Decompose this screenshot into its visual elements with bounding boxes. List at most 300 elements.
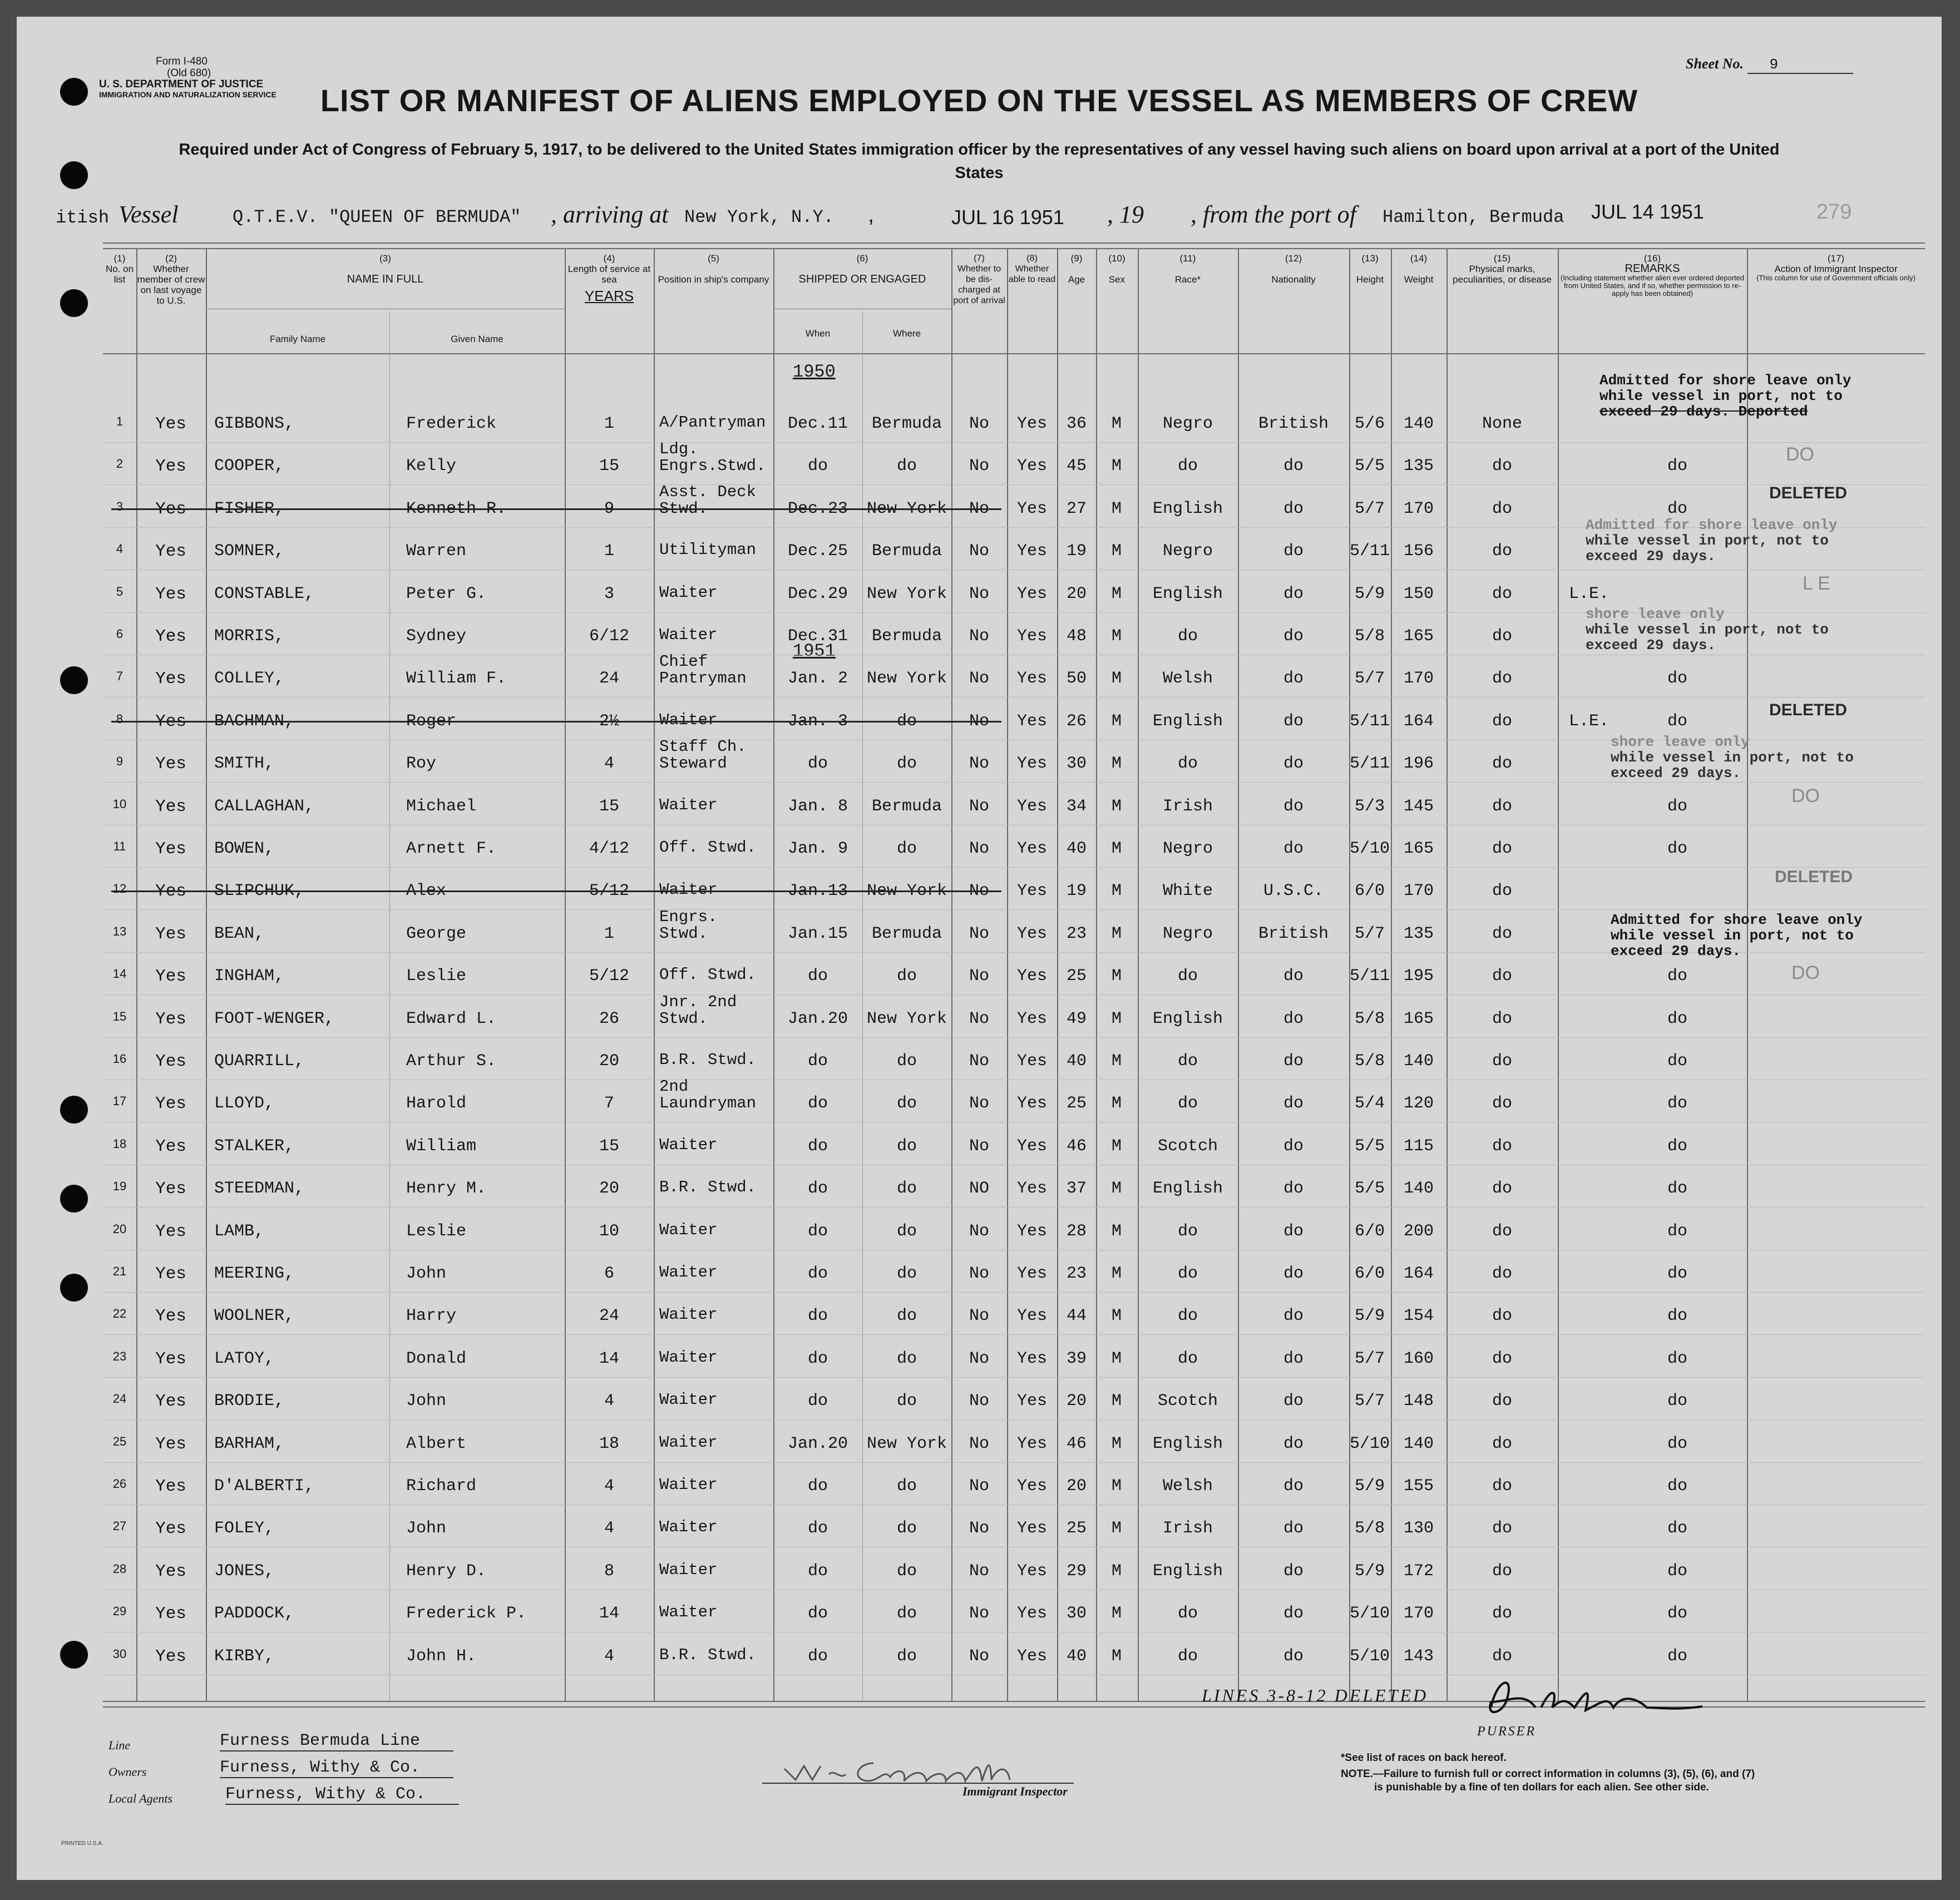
cell-age: 44 [1066,1307,1087,1326]
cell-crew: Yes [155,1264,186,1284]
cell-height: 5/8 [1354,1009,1385,1028]
deleted-stamp: DELETED [1775,868,1853,886]
cell-nat: do [1283,967,1304,986]
position-line: B.R. Stwd. [659,1051,757,1069]
faint-le-mark: L E [1803,573,1830,594]
cell-read: Yes [1016,1392,1048,1411]
strike-through-line [111,508,1001,510]
col-header-11: (11) Race* [1174,253,1201,285]
binder-hole [60,161,88,189]
table-row [17,1210,1942,1253]
cell-height: 5/10 [1349,1646,1390,1666]
cell-position [659,909,717,942]
cell-given: Arthur S. [406,1052,497,1071]
cell-marks: None [1482,414,1523,433]
purser-signature [1474,1669,1719,1730]
cell-position [659,1307,717,1323]
cell-race: Scotch [1157,1136,1218,1156]
cell-given: Roger [406,711,457,731]
cell-disch: No [969,1349,990,1368]
cell-no: 5 [116,584,124,598]
cell-when: do [807,1052,828,1071]
cell-crew: Yes [155,796,186,817]
cell-crew: Yes [155,711,186,731]
cell-read: Yes [1016,457,1048,476]
cell-marks: do [1492,542,1513,561]
cell-given: John [406,1519,447,1538]
cell-race: do [1177,967,1198,986]
cell-given: George [406,924,467,943]
col-header-when: When [805,328,831,339]
cell-marks: do [1492,1009,1513,1028]
table-row [17,785,1942,828]
cell-when: do [807,1136,828,1156]
cell-height: 5/4 [1354,1094,1385,1114]
cell-position [659,882,717,898]
cell-when: do [807,1349,828,1368]
cell-crew: Yes [155,754,186,774]
cell-service: 20 [599,1179,620,1199]
cell-crew: Yes [155,1604,186,1624]
cell-given: Henry D. [406,1561,487,1581]
col-header-5: (5) Position in ship's company [658,253,769,285]
cell-marks: do [1492,627,1513,646]
cell-height: 5/7 [1354,1392,1385,1411]
cell-nat: do [1283,669,1304,689]
position-line: Jnr. 2nd [659,992,737,1011]
cell-age: 29 [1066,1561,1087,1581]
vessel-line: itish Vessel [56,201,179,228]
service: IMMIGRATION AND NATURALIZATION SERVICE [99,90,277,99]
table-row [17,1077,1942,1125]
table-row [17,1422,1942,1466]
cell-where: do [896,1221,917,1241]
cell-given: Richard [406,1477,477,1496]
cell-where: do [896,1604,917,1624]
cell-when: Jan.15 [787,924,848,943]
cell-disch: No [969,1307,990,1326]
cell-nat: do [1283,1094,1304,1114]
departure-date-stamp: JUL 14 1951 [1591,200,1704,223]
cell-disch: No [969,796,990,816]
cell-service: 24 [599,1307,620,1326]
cell-weight: 164 [1403,1264,1434,1283]
cell-given: John H. [406,1646,477,1666]
cell-nat: do [1283,711,1304,731]
cell-position [659,1647,756,1664]
cell-age: 36 [1066,414,1087,433]
cell-marks: do [1492,754,1513,774]
cell-height: 5/7 [1354,669,1385,689]
cell-nat: do [1283,457,1304,476]
cell-remarks: do [1667,1307,1688,1326]
cell-position [659,1264,717,1281]
cell-nat: do [1283,542,1304,561]
cell-crew: Yes [155,1519,186,1539]
comma: , [868,202,875,227]
cell-when: do [807,1392,828,1411]
cell-position [659,1349,717,1366]
cell-weight: 170 [1403,499,1434,518]
cell-disch: No [969,1094,990,1114]
cell-sex: M [1111,1392,1122,1411]
table-row [17,1040,1942,1083]
cell-height: 6/0 [1354,1264,1385,1283]
cell-nat: British [1258,414,1329,433]
cell-sex: M [1111,924,1122,943]
cell-weight: 200 [1403,1221,1434,1241]
cell-given: Frederick P. [406,1604,527,1624]
cell-read: Yes [1016,1094,1048,1114]
cell-remarks: do [1667,1179,1688,1199]
col-header-where: Where [892,328,921,339]
table-row [17,827,1942,870]
cell-sex: M [1111,414,1122,433]
cell-where: Bermuda [871,542,942,561]
cell-remarks: do [1667,967,1688,986]
cell-age: 28 [1066,1221,1087,1241]
cell-age: 19 [1066,542,1087,561]
agency-info [99,79,277,100]
cell-when: Jan. 8 [787,796,848,816]
cell-given: Albert [406,1434,467,1453]
cell-marks: do [1492,1221,1513,1241]
strike-through-line [111,890,1001,892]
position-line: Off. Stwd. [659,966,757,984]
cell-service: 4/12 [589,839,630,858]
cell-crew: Yes [155,1477,186,1496]
position-line: Waiter [659,1391,718,1409]
cell-no: 29 [112,1604,127,1619]
cell-family: BEAN, [214,924,265,943]
cell-crew: Yes [155,669,186,689]
cell-remarks: do [1667,1009,1688,1028]
position-line: A/Pantryman [659,413,766,432]
cell-disch: No [969,542,990,561]
cell-position [659,712,717,729]
cell-disch: No [969,1136,990,1156]
cell-family: BRODIE, [214,1392,285,1411]
cell-crew: Yes [155,627,186,646]
page-title: LIST OR MANIFEST OF ALIENS EMPLOYED ON THE VESSEL AS MEMBERS OF CREW [320,83,1638,118]
position-line: Asst. Deck [659,482,757,501]
cell-height: 5/9 [1354,1561,1385,1581]
cell-crew: Yes [155,1094,186,1114]
cell-sex: M [1111,1094,1122,1114]
cell-service: 4 [604,1477,615,1496]
cell-race: do [1177,1094,1198,1114]
cell-position [659,414,766,431]
cell-where: do [896,1561,917,1581]
cell-family: CALLAGHAN, [214,796,315,816]
purser-label: PURSER [1477,1724,1536,1739]
cell-where: do [896,1307,917,1326]
faint-do-mark: DO [1791,962,1820,983]
cell-service: 1 [604,924,615,943]
cell-service: 14 [599,1604,620,1624]
owners-label: Owners [108,1765,147,1779]
table-row [17,1592,1942,1635]
cell-family: JONES, [214,1561,275,1581]
cell-read: Yes [1016,1349,1048,1368]
cell-where: New York [866,1009,947,1028]
cell-race: do [1177,627,1198,646]
cell-remarks: do [1667,1519,1688,1538]
position-line: Waiter [659,1476,718,1494]
cell-marks: do [1492,1646,1513,1666]
cell-read: Yes [1016,1221,1048,1241]
cell-when: do [807,1307,828,1326]
page-subtitle: Required under Act of Congress of February 5, 1917, to be delivered to the United States immigration officer by the representatives of any vessel having such aliens on board upon arrival at a port of the United States [179,141,1780,182]
cell-sex: M [1111,1136,1122,1156]
cell-when: do [807,457,828,476]
cell-race: do [1177,1264,1198,1283]
deleted-lines-note: LINES 3-8-12 DELETED [1202,1685,1429,1705]
cell-marks: do [1492,967,1513,986]
cell-when: do [807,1094,828,1114]
cell-sex: M [1111,796,1122,816]
cell-sex: M [1111,1009,1122,1028]
cell-sex: M [1111,967,1122,986]
position-line: Engrs. [659,907,718,926]
cell-height: 5/9 [1354,1477,1385,1496]
cell-given: Michael [406,796,477,816]
cell-no: 1 [116,414,124,428]
departure-port: Hamilton, Bermuda [1383,207,1564,227]
remark-block-2: Admitted for shore leave only while vessel in port, not to exceed 29 days. [1586,517,1838,565]
deleted-stamp: DELETED [1769,484,1848,502]
arrival-date-stamp: JUL 16 1951 [951,206,1064,229]
position-line: Pantryman [659,669,747,688]
cell-race: Scotch [1157,1392,1218,1411]
position-line: Staff Ch. [659,738,747,756]
cell-disch: No [969,924,990,943]
cell-read: Yes [1016,1434,1048,1453]
cell-sex: M [1111,1646,1122,1666]
cell-race: English [1152,1434,1223,1453]
cell-when: do [807,1477,828,1496]
cell-sex: M [1111,1561,1122,1581]
cell-given: Harry [406,1307,457,1326]
cell-no: 27 [112,1519,127,1533]
cell-race: do [1177,1052,1198,1071]
cell-disch: No [969,499,990,518]
col-header-15: (15) Physical marks, peculiarities, or disease [1453,253,1552,285]
cell-weight: 140 [1403,1052,1434,1071]
cell-height: 5/10 [1349,1434,1390,1453]
position-line: Waiter [659,1135,718,1154]
cell-disch: No [969,457,990,476]
cell-race: English [1152,1561,1223,1581]
cell-position [659,1052,756,1068]
cell-where: New York [866,882,947,901]
position-line: Ldg. [659,440,698,459]
cell-family: D'ALBERTI, [214,1477,315,1496]
cell-service: 1 [604,542,615,561]
cell-age: 23 [1066,924,1087,943]
cell-given: William F. [406,669,507,689]
cell-remarks: do [1667,1646,1688,1666]
cell-crew: Yes [155,542,186,562]
cell-sex: M [1111,1349,1122,1368]
cell-height: 5/8 [1354,627,1385,646]
cell-height: 5/5 [1354,1179,1385,1199]
cell-age: 20 [1066,1477,1087,1496]
cell-race: do [1177,1349,1198,1368]
cell-disch: No [969,627,990,646]
position-line: Waiter [659,795,718,814]
cell-remarks: do [1667,1561,1688,1581]
cell-no: 26 [112,1477,127,1491]
cell-age: 30 [1066,1604,1087,1624]
cell-where: Bermuda [871,924,942,943]
cell-position [659,1137,717,1154]
cell-when: do [807,1519,828,1538]
cell-disch: No [969,414,990,433]
cell-marks: do [1492,924,1513,943]
cell-marks: do [1492,1349,1513,1368]
cell-disch: No [969,711,990,731]
local-agents-value: Furness, Withy & Co. [225,1785,459,1805]
cell-when: do [807,1221,828,1241]
cell-marks: do [1492,1519,1513,1538]
cell-where: do [896,1349,917,1368]
cell-crew: Yes [155,924,186,944]
cell-disch: No [969,669,990,689]
cell-marks: do [1492,584,1513,603]
position-line: Steward [659,754,727,773]
cell-service: 26 [599,1009,620,1028]
cell-read: Yes [1016,1264,1048,1283]
strike-through-line [111,721,1001,723]
cell-crew: Yes [155,967,186,987]
cell-age: 48 [1066,627,1087,646]
cell-weight: 155 [1403,1477,1434,1496]
cell-service: 18 [599,1434,620,1453]
cell-family: LAMB, [214,1221,265,1241]
cell-remarks: do [1667,1477,1688,1496]
cell-height: 5/7 [1354,1349,1385,1368]
cell-crew: Yes [155,839,186,859]
cell-family: KIRBY, [214,1646,275,1666]
cell-nat: do [1283,1392,1304,1411]
position-line: Waiter [659,710,718,729]
cell-weight: 140 [1403,414,1434,433]
cell-read: Yes [1016,882,1048,901]
cell-no: 25 [112,1434,127,1448]
cell-when: do [807,967,828,986]
cell-height: 5/9 [1354,1307,1385,1326]
cell-where: Bermuda [871,414,942,433]
cell-weight: 145 [1403,796,1434,816]
cell-when: Jan. 9 [787,839,848,858]
from-port-label: , from the port of [1191,201,1356,228]
cell-position [659,1434,717,1451]
cell-given: Harold [406,1094,467,1114]
cell-age: 23 [1066,1264,1087,1283]
cell-when: Dec.29 [787,584,848,603]
cell-service: 15 [599,796,620,816]
cell-service: 10 [599,1221,620,1241]
cell-where: do [896,1094,917,1114]
cell-age: 45 [1066,457,1087,476]
cell-age: 50 [1066,669,1087,689]
cell-remarks: do [1667,796,1688,816]
cell-sex: M [1111,1221,1122,1241]
cell-nat: do [1283,1646,1304,1666]
cell-remarks: do [1667,457,1688,476]
cell-age: 20 [1066,1392,1087,1411]
table-row [17,1507,1942,1550]
position-line: Waiter [659,1348,718,1367]
position-line: Chief [659,652,708,671]
cell-given: Frederick [406,414,497,433]
form-number: Form I-480 [156,56,208,67]
cell-where: do [896,754,917,774]
position-line: Waiter [659,583,718,602]
cell-disch: NO [969,1179,990,1199]
cell-crew: Yes [155,1052,186,1071]
table-row [17,1337,1942,1381]
cell-given: Warren [406,542,467,561]
cell-height: 5/5 [1354,1136,1385,1156]
col-header-10: (10) Sex [1108,253,1125,285]
cell-nat: do [1283,1561,1304,1581]
cell-no: 14 [112,967,127,981]
cell-nat: do [1283,1349,1304,1368]
cell-weight: 135 [1403,457,1434,476]
table-row [17,1294,1942,1338]
cell-read: Yes [1016,1052,1048,1071]
remark-block-4: shore leave only while vessel in port, not to exceed 29 days. [1611,734,1854,781]
cell-disch: No [969,754,990,774]
col-header-family-name: Family Name [269,334,326,344]
cell-age: 40 [1066,1646,1087,1666]
cell-family: INGHAM, [214,967,285,986]
cell-race: do [1177,754,1198,774]
cell-no: 3 [116,499,124,513]
cell-disch: No [969,584,990,603]
cell-marks: do [1492,457,1513,476]
cell-family: BACHMAN, [214,711,295,731]
cell-service: 15 [599,1136,620,1156]
cell-marks: do [1492,1307,1513,1326]
cell-height: 5/7 [1354,499,1385,518]
cell-given: Arnett F. [406,839,497,858]
cell-disch: No [969,967,990,986]
cell-weight: 172 [1403,1561,1434,1581]
cell-age: 25 [1066,1519,1087,1538]
cell-position [659,1519,717,1536]
cell-position [659,1604,717,1621]
cell-service: 5/12 [589,967,630,986]
form-old-number: (Old 680) [167,67,211,79]
cell-given: Leslie [406,967,467,986]
table-row [17,1252,1942,1295]
cell-crew: Yes [155,499,186,519]
cell-nat: do [1283,1307,1304,1326]
cell-sex: M [1111,1264,1122,1283]
cell-where: New York [866,669,947,689]
position-line: Waiter [659,626,718,644]
cell-age: 40 [1066,839,1087,858]
line-label: Line [108,1738,131,1752]
cell-when: do [807,1561,828,1581]
cell-when: do [807,1264,828,1283]
cell-remarks: do [1667,1392,1688,1411]
cell-no: 23 [112,1349,127,1363]
cell-given: Edward L. [406,1009,497,1028]
